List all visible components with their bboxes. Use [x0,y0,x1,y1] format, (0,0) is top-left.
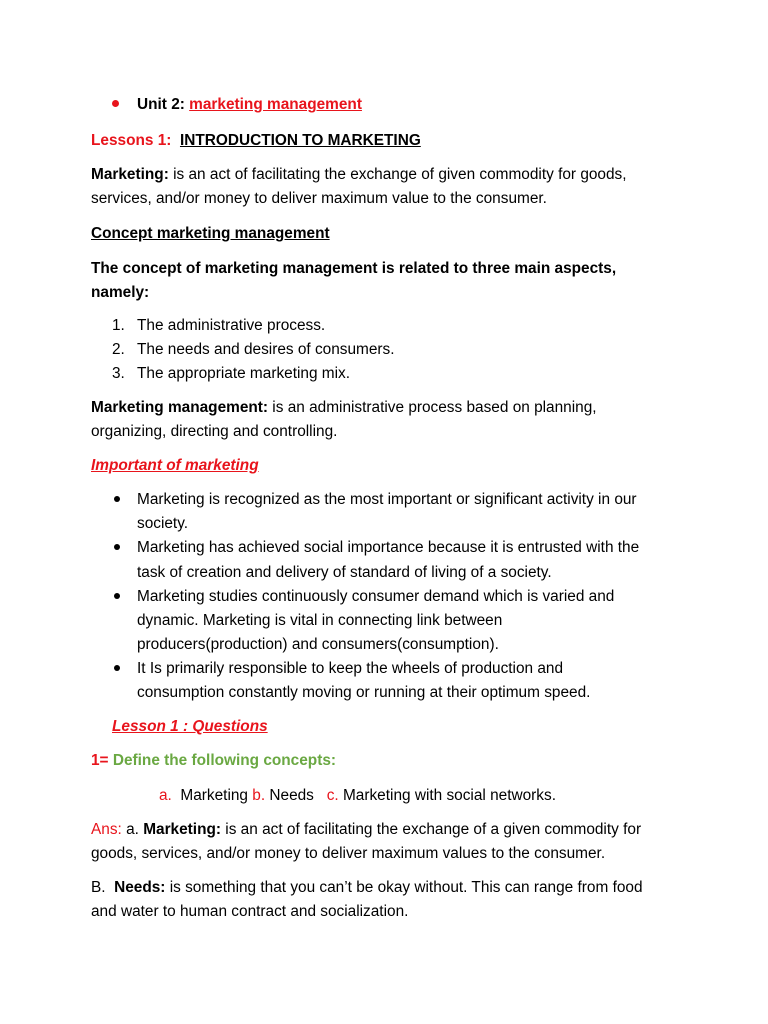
mm-definition-line2: organizing, directing and controlling. [91,423,338,440]
importance-item-3-line1: Marketing studies continuously consumer demand which is varied and [137,588,615,605]
importance-item-4-line2: consumption constantly moving or running at their optimum speed. [137,684,591,701]
bullet-icon [114,496,120,502]
answer-line2: goods, services, and/or money to deliver maximum values to the consumer. [91,845,606,862]
marketing-term: Marketing: [91,166,169,183]
aspect-number: 1. [112,317,125,334]
lesson-label: Lessons 1: [91,132,172,149]
bullet-icon [114,544,120,550]
list-item: The administrative process. [137,317,326,334]
unit-title: marketing management [189,96,362,113]
importance-item-4-line1: It Is primarily responsible to keep the wheels of production and [137,660,564,677]
needs-line1: B. Needs: is something that you can’t be okay without. This can range from food [91,879,643,896]
bullet-icon [112,100,119,107]
importance-item-2-line2: task of creation and delivery of standard of living of a society. [137,564,552,581]
marketing-definition-line2: services, and/or money to deliver maximum value to the consumer. [91,190,547,207]
concept-intro-line2: namely: [91,284,150,301]
concepts-line: a. Marketing b. Needs c. Marketing with social networks. [159,787,556,804]
unit-heading [137,95,362,114]
lesson-heading [91,131,421,150]
list-item: The needs and desires of consumers. [137,341,395,358]
needs-line2: and water to human contract and socialization. [91,903,409,920]
list-item: The appropriate marketing mix. [137,365,350,382]
answer-label: Ans: [91,821,122,838]
questions-heading: Lesson 1 : Questions [112,718,268,735]
aspect-number: 3. [112,365,125,382]
importance-item-2-line1: Marketing has achieved social importance because it is entrusted with the [137,539,640,556]
mm-definition-line1: Marketing management: is an administrative process based on planning, [91,399,597,416]
answer-line1: Ans: a. Marketing: is an act of facilitating the exchange of a given commodity for [91,821,642,838]
bullet-icon [114,593,120,599]
aspect-number: 2. [112,341,125,358]
marketing-definition-line1: Marketing: is an act of facilitating the exchange of given commodity for goods, [91,166,627,183]
lesson-title: INTRODUCTION TO MARKETING [179,132,421,149]
importance-item-3-line3: producers(production) and consumers(consumption). [137,636,499,653]
concept-heading: Concept marketing management [91,225,330,242]
concept-intro-line1: The concept of marketing management is related to three main aspects, [91,260,617,277]
importance-item-1-line2: society. [137,515,189,532]
question-text: Define the following concepts: [108,752,337,769]
importance-heading: Important of marketing [91,457,259,474]
unit-label: Unit 2: [137,96,185,113]
importance-item-1-line1: Marketing is recognized as the most important or significant activity in our [137,491,637,508]
importance-item-3-line2: dynamic. Marketing is vital in connecting link between [137,612,503,629]
question-1 [91,751,336,770]
mm-term: Marketing management: [91,399,269,416]
question-number: 1= [91,752,109,769]
needs-term: Needs: [114,879,166,896]
bullet-icon [114,665,120,671]
